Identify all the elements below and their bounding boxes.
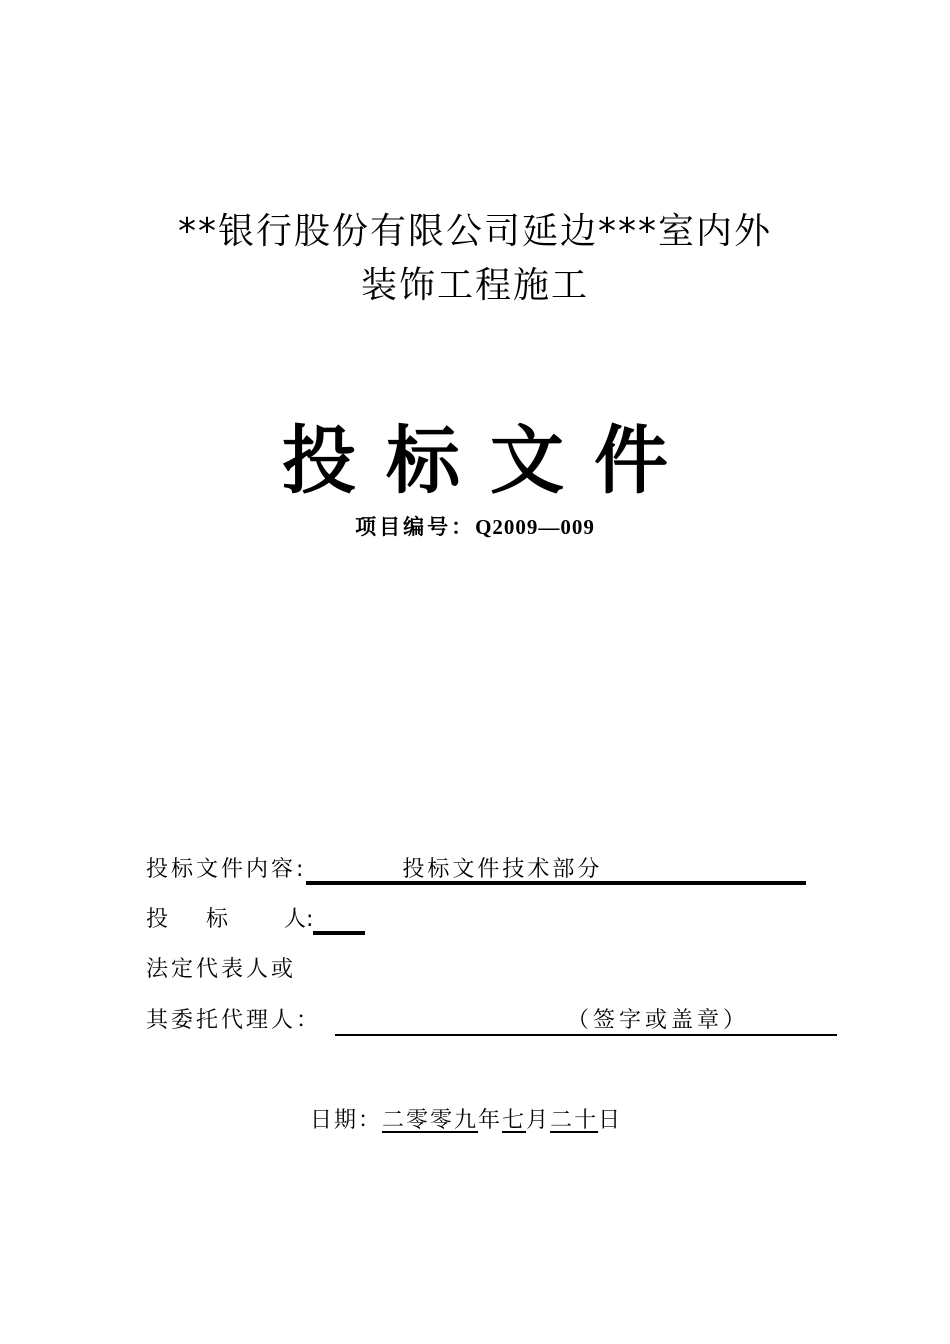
content-field-label: 投标文件内容: xyxy=(146,857,307,882)
content-field-value: 投标文件技术部分 xyxy=(306,855,806,885)
legal-rep-label: 法定代表人或 xyxy=(146,957,297,982)
date-month: 七 xyxy=(502,1108,527,1133)
date-row xyxy=(310,1106,622,1136)
bidder-field-blank xyxy=(313,905,365,935)
project-number xyxy=(0,511,950,541)
bidder-field-label xyxy=(146,907,313,932)
date-year: 二零零九 xyxy=(382,1108,479,1133)
signature-hint: （签字或盖章） xyxy=(567,1008,750,1033)
title-line-1: **银行股份有限公司延边***室内外 xyxy=(177,211,772,252)
date-label: 日期： xyxy=(310,1108,383,1133)
project-number-label: 项目编号： xyxy=(355,515,476,539)
date-day: 二十 xyxy=(550,1108,599,1133)
agent-field-label: 其委托代理人： xyxy=(146,1008,322,1033)
project-number-code: Q2009—009 xyxy=(475,515,595,539)
bidder-label-char-3: 人: xyxy=(284,907,314,932)
document-type-heading: 投标文件 xyxy=(282,418,698,504)
content-field-row xyxy=(146,855,806,885)
agent-signature-line xyxy=(335,1006,837,1036)
date-year-suffix: 年 xyxy=(478,1108,503,1133)
agent-field-row xyxy=(146,1006,837,1036)
bidder-label-char-2: 标 xyxy=(206,907,229,932)
bidder-label-char-1: 投 xyxy=(146,907,169,932)
bidder-field-row xyxy=(146,905,365,935)
legal-rep-field-row xyxy=(146,955,296,985)
date-month-suffix: 月 xyxy=(526,1108,551,1133)
date-day-suffix: 日 xyxy=(598,1108,623,1133)
title-line-2: 装饰工程施工 xyxy=(360,265,589,306)
